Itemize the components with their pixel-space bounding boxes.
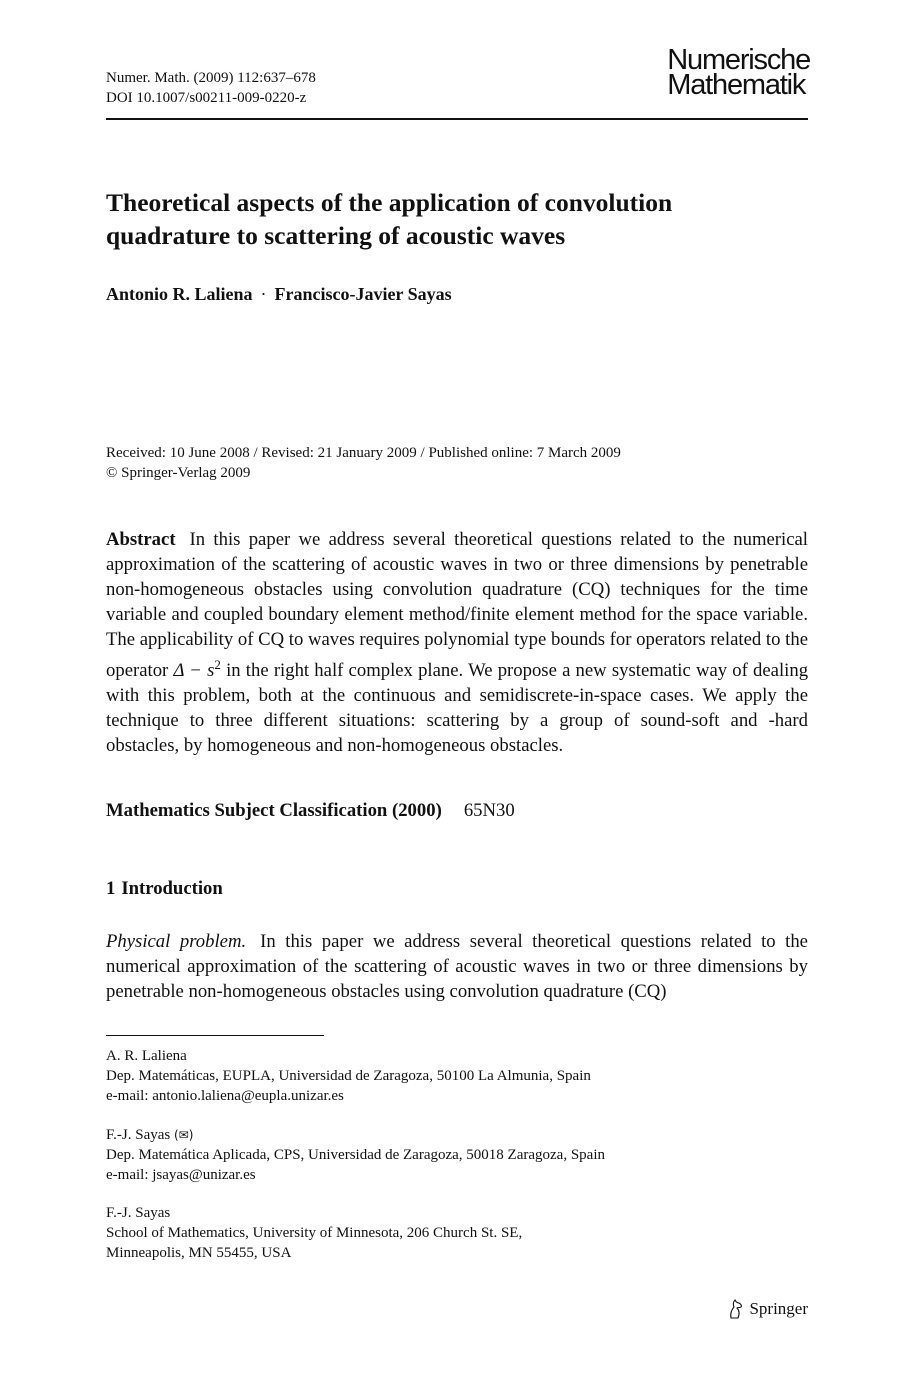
- author-2: Francisco-Javier Sayas: [274, 284, 452, 304]
- springer-horse-icon: [728, 1299, 744, 1319]
- publisher-name: Springer: [749, 1299, 808, 1318]
- affiliation-address-2: Minneapolis, MN 55455, USA: [106, 1245, 292, 1261]
- affiliation-name-row: [106, 1125, 605, 1145]
- journal-name-line1: Numerische: [667, 44, 810, 76]
- history: Received: 10 June 2008 / Revised: 21 January 2009 / Published online: 7 March 2009: [106, 445, 621, 461]
- abstract-text-2: in the right half complex plane. We propose a new systematic way of dealing with this problem, both at the continuous and semidiscrete-in-space cases. We apply the technique to three different situations: scattering by a group of sound-soft and -hard obstacles, by homogeneous and non-homogeneous obstacles.: [106, 660, 809, 757]
- envelope-icon: (✉): [173, 1128, 194, 1142]
- affiliation-address: School of Mathematics, University of Minnesota, 206 Church St. SE,: [106, 1225, 523, 1241]
- formula-exponent: 2: [214, 657, 221, 672]
- footnote-rule: [106, 1035, 324, 1036]
- paper-title: [106, 186, 808, 252]
- abstract-label: Abstract: [106, 529, 176, 550]
- section-number: 1: [106, 878, 116, 899]
- abstract: [106, 527, 808, 758]
- affiliation-name: F.-J. Sayas: [106, 1127, 171, 1143]
- header-rule: [106, 118, 808, 120]
- author-1: Antonio R. Laliena: [106, 284, 253, 304]
- title-line2: quadrature to scattering of acoustic waves: [106, 221, 566, 250]
- citation: Numer. Math. (2009) 112:637–678: [106, 70, 316, 86]
- affiliation-address: Dep. Matemáticas, EUPLA, Universidad de Zaragoza, 50100 La Almunia, Spain: [106, 1068, 591, 1084]
- affiliation-email: e-mail: jsayas@unizar.es: [106, 1167, 256, 1183]
- intro-lead: Physical problem.: [106, 931, 247, 952]
- header-citation-block: [106, 68, 316, 108]
- authors: [106, 284, 452, 305]
- section-heading: [106, 878, 223, 900]
- affiliation-email: e-mail: antonio.laliena@eupla.unizar.es: [106, 1088, 344, 1104]
- msc-code: 65N30: [463, 800, 515, 821]
- publication-history: [106, 443, 621, 483]
- intro-paragraph: [106, 929, 808, 1004]
- msc-label: Mathematics Subject Classification (2000): [106, 800, 442, 821]
- affiliation-2: [106, 1125, 605, 1185]
- affiliation-address: Dep. Matemática Aplicada, CPS, Universidad de Zaragoza, 50018 Zaragoza, Spain: [106, 1147, 606, 1163]
- section-title: Introduction: [121, 878, 223, 899]
- title-line1: Theoretical aspects of the application of convolution: [106, 188, 673, 217]
- intro-text: In this paper we address several theoretical questions related to the numerical approximation of the scattering of acoustic waves in two or three dimensions by penetrable non-homogeneous obstacles using convolution quadrature (CQ): [106, 931, 808, 1002]
- msc-classification: [106, 800, 515, 822]
- copyright: © Springer-Verlag 2009: [106, 465, 251, 481]
- affiliation-3: [106, 1203, 522, 1263]
- journal-name-line2: Mathematik: [667, 69, 806, 101]
- abstract-formula: $\Delta - s^2$: [173, 657, 221, 682]
- abstract-text-1: In this paper we address several theoretical questions related to the numerical approximation of the scattering of acoustic waves in two or three dimensions by penetrable non-homogeneous obstacles using convolution quadrature (CQ) techniques for the time variable and coupled boundary element method/finite element method for the space variable. The applicability of CQ to waves requires polynomial type bounds for operators related to the operator: [106, 529, 808, 682]
- affiliation-name: A. R. Laliena: [106, 1048, 187, 1064]
- affiliation-name: F.-J. Sayas: [106, 1205, 171, 1221]
- doi: DOI 10.1007/s00211-009-0220-z: [106, 90, 307, 106]
- affiliation-1: [106, 1046, 591, 1106]
- journal-logo: [667, 44, 810, 101]
- publisher-mark: [728, 1299, 808, 1319]
- author-separator: ·: [260, 284, 267, 304]
